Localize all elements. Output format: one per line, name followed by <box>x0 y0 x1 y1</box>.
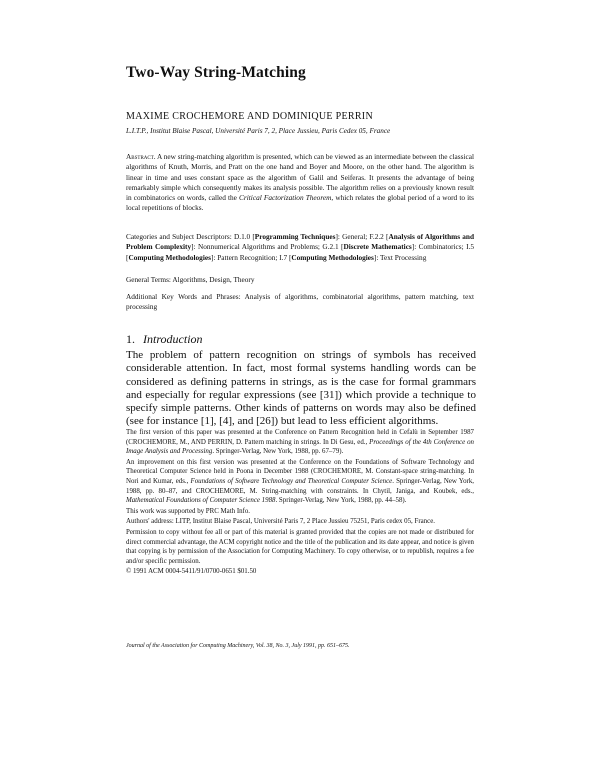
footnotes <box>126 428 474 578</box>
footnote-support: This work was supported by PRC Math Info. <box>126 507 251 515</box>
descriptor-lead: Categories and Subject Descriptors: D.1.0 [ <box>126 232 255 241</box>
introduction-paragraph: The problem of pattern recognition on strings of symbols has received considerable attention. In fact, most formal systems handling words can be considered as defining patterns in strings, as is the case for formal grammars and especially for regular expressions (see [31]) which provide a technique to specify simple patterns. Other kinds of patterns on words may also be defined (see for instance [1], [4], and [26]) but lead to less efficient algorithms. <box>126 349 476 428</box>
descriptor-text-2: ]: Nonnumerical Algorithms and Problems; G.2.1 [ <box>191 242 344 252</box>
descriptor-bold-4: Computing Methodologies <box>128 252 211 262</box>
additional-keywords: Additional Key Words and Phrases: Analysis of algorithms, combinatorial algorithms, pattern matching, text processing <box>126 292 474 312</box>
abstract-label: Abstract. <box>126 152 156 161</box>
descriptor-text-4: ]: Pattern Recognition; I.7 [ <box>210 252 292 262</box>
abstract-text-2: , which relates the global period of a word to its local repetitions of blocks. <box>126 193 475 213</box>
section-title: Introduction <box>143 332 203 346</box>
footnote-improvement <box>126 458 474 506</box>
footnote-1-text: The first version of this paper was presented at the Conference on Pattern Recognition held in Cefalù in September 1987 (CROCHEMORE, M., AND PERRIN, D. Pattern matching in strings. In Di Gesu, ed., <box>126 429 474 446</box>
descriptor-text-1: ]: General; F.2.2 [ <box>335 232 389 241</box>
paper-affiliation: L.I.T.P., Institut Blaise Pascal, Université Paris 7, 2, Place Jussieu, Paris Cedex 05, France <box>126 127 391 135</box>
descriptor-bold-1: Programming Techniques <box>254 232 336 241</box>
paper-title: Two-Way String-Matching <box>126 64 306 81</box>
section-number: 1. <box>126 332 135 346</box>
general-terms: General Terms: Algorithms, Design, Theory <box>126 275 255 284</box>
descriptor-bold-2: Analysis of Algorithms and Problem Complexity <box>126 232 475 252</box>
footnote-permission: Permission to copy without fee all or part of this material is granted provided that the copies are not made or distributed for direct commercial advantage, the ACM copyright notice and the title of the publication and its date appear, and notice is given that copying is by permission of the Association for Computing Machinery. To copy otherwise, or to republish, requires a fee and/or specific permission. <box>126 528 474 565</box>
footnote-2-tail: . Springer-Verlag, New York, 1988, pp. 44–58). <box>275 497 407 505</box>
footnote-1-tail: . Springer-Verlag, New York, 1988, pp. 67–79). <box>212 448 344 456</box>
journal-footer: Journal of the Association for Computing Machinery, Vol. 38, No. 3, July 1991, pp. 651–675. <box>126 643 350 649</box>
abstract-text-1: A new string-matching algorithm is presented, which can be viewed as an intermediate between the classical algorithms of Knuth, Morris, and Pratt on the one hand and Boyer and Moore, on the other hand. The algorithm is linear in time and uses constant space as the algorithm of Galil and Seiferas. It presents the advantage of being remarkably simple which consequently makes its analysis possible. The algorithm relies on a previously known result in combinatorics on words, called the <box>126 152 474 203</box>
footnote-address: Authors' address: LITP, Institut Blaise Pascal, Université Paris 7, 2 Place Jussieu 75251, Paris cedex 05, France. <box>126 518 435 526</box>
descriptor-text-5: ]: Text Processing <box>373 252 427 262</box>
footnote-2-italic-2: Mathematical Foundations of Computer Science 1988 <box>126 497 276 505</box>
descriptor-bold-5: Computing Methodologies <box>291 252 374 262</box>
descriptor-bold-3: Discrete Mathematics <box>343 242 412 252</box>
abstract <box>126 152 474 214</box>
paper-authors: MAXIME CROCHEMORE AND DOMINIQUE PERRIN <box>126 111 373 122</box>
subject-descriptors <box>126 232 474 263</box>
abstract-italic-term: Critical Factorization Theorem <box>239 193 332 203</box>
footnote-first-version <box>126 428 474 457</box>
footnote-2-mid: . Springer-Verlag, New York, 1988, pp. 80–87, and CROCHEMORE, M. String-matching with constraints. In Chytil, Janiga, and Koubek, eds., <box>126 477 474 495</box>
footnote-2-italic: Foundations of Software Technology and Theoretical Computer Science <box>190 477 393 485</box>
section-heading <box>126 332 203 347</box>
footnote-1-italic: Proceedings of the 4th Conference on Image Analysis and Processing <box>126 438 474 456</box>
footnote-2-text: An improvement on this first version was presented at the Conference on the Foundations of Software Technology and Theoretical Computer Science held in Poona in December 1988 (CROCHEMORE, M. Constant-space string-matching. In Nori and Kumar, eds., <box>126 458 474 485</box>
descriptor-text-3: ]: Combinatorics; I.5 [ <box>126 242 474 262</box>
footnote-copyright: © 1991 ACM 0004-5411/91/0700-0651 $01.50 <box>126 568 257 576</box>
